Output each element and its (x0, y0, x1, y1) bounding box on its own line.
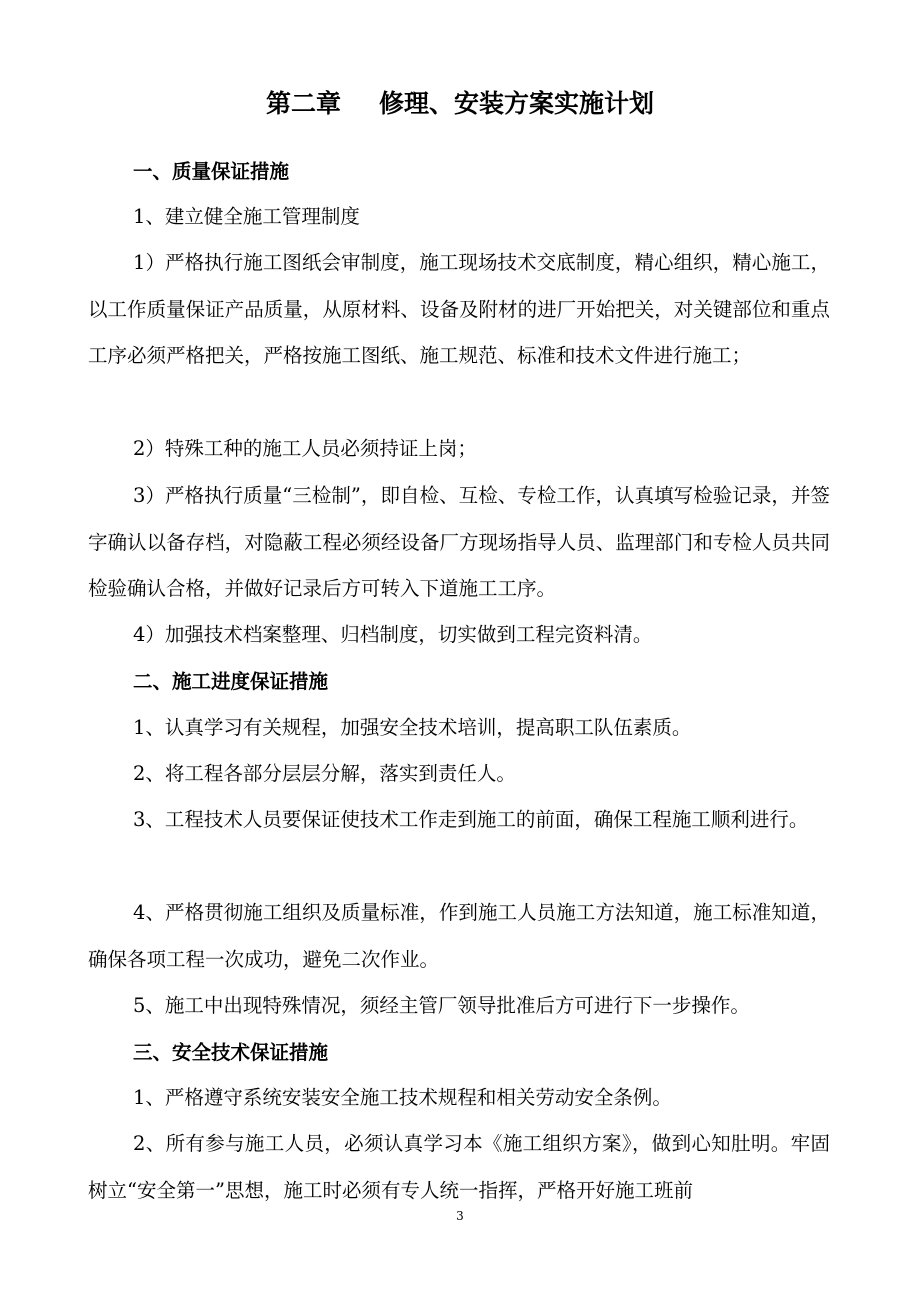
paragraph: 1、建立健全施工管理制度 (133, 205, 360, 228)
paragraph: 5、施工中出现特殊情况，须经主管厂领导批准后方可进行下一步操作。 (133, 994, 750, 1017)
chapter-title (0, 84, 920, 124)
section-heading: 三、安全技术保证措施 (133, 1041, 329, 1064)
paragraph: 1、认真学习有关规程，加强安全技术培训，提高职工队伍素质。 (133, 716, 692, 739)
chapter-number: 第二章 (265, 89, 341, 118)
paragraph: 3）严格执行质量“三检制”，即自检、互检、专检工作，认真填写检验记录，并签字确认以备存档，对隐蔽工程必须经设备厂方现场指导人员、监理部门和专检人员共同检验确认合格，并做好记录后方可转入下道施工工序。 (88, 484, 830, 600)
paragraph: 2）特殊工种的施工人员必须持证上岗； (133, 437, 477, 460)
section-heading: 二、施工进度保证措施 (133, 670, 329, 693)
paragraph: 3、工程技术人员要保证使技术工作走到施工的前面，确保工程施工顺利进行。 (133, 808, 809, 831)
page-number: 3 (456, 1209, 464, 1223)
paragraph: 4）加强技术档案整理、归档制度，切实做到工程完资料清。 (133, 623, 653, 646)
paragraph: 2、所有参与施工人员，必须认真学习本《施工组织方案》，做到心知肚明。牢固树立“安全第一”思想，施工时必须有专人统一指挥，严格开好施工班前 (88, 1132, 830, 1202)
paragraph: 4、严格贯彻施工组织及质量标准，作到施工人员施工方法知道，施工标准知道，确保各项工程一次成功，避免二次作业。 (88, 901, 830, 971)
section-heading: 一、质量保证措施 (133, 160, 290, 183)
paragraph: 1、严格遵守系统安装安全施工技术规程和相关劳动安全条例。 (133, 1086, 672, 1109)
chapter-name: 修理、安装方案实施计划 (379, 89, 655, 118)
paragraph: 1）严格执行施工图纸会审制度，施工现场技术交底制度，精心组织，精心施工，以工作质量保证产品质量，从原材料、设备及附材的进厂开始把关，对关键部位和重点工序必须严格把关，严格按施工图纸、施工规范、标准和技术文件进行施工； (88, 251, 830, 367)
paragraph: 2、将工程各部分层层分解，落实到责任人。 (133, 762, 516, 785)
